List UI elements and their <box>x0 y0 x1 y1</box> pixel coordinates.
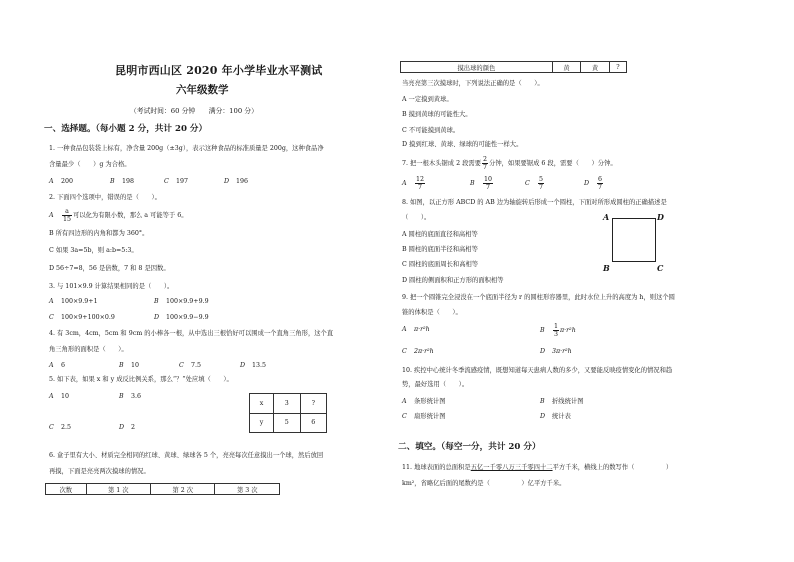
q5-cell: 6 <box>300 413 326 433</box>
q4-option-a: A 6 <box>49 362 66 369</box>
q7-option-d: D $\frac{6}{7}$ <box>584 176 603 191</box>
vertex-label-a: A <box>603 212 610 222</box>
q6-header-cell: 第 1 次 <box>86 484 150 495</box>
q9-line2: 锥的体积是（ ）。 <box>402 309 462 316</box>
exam-subtitle: 六年级数学 <box>176 84 229 96</box>
q10-option-c: C 扇形统计图 <box>402 413 446 420</box>
q7-option-b: B $\frac{10}{7}$ <box>470 176 493 191</box>
q6-header-cell: 第 3 次 <box>215 484 280 495</box>
q1-option-a: A 200 <box>49 178 74 185</box>
q8-option-d: D 圆柱的侧面积和正方形的面积相等 <box>402 277 504 284</box>
q9-line1: 9. 把一个圆锥完全浸没在一个底面半径为 r 的圆柱形容器里，此时水位上升的高度为 h，则这个圆 <box>402 294 675 301</box>
q6-row-cell: 黄 <box>581 62 610 73</box>
q9-option-c: C 2π·r²h <box>402 348 434 355</box>
q8-line2: （ ）。 <box>402 214 431 221</box>
q2-fraction: $\frac{a}{15}$ <box>63 208 72 223</box>
q8-option-b: B 圆柱的底面半径和高相等 <box>402 246 478 253</box>
q5-stem: 5. 如下表，如果 x 和 y 成反比例关系，那么“？”处应填（ ）。 <box>49 376 233 383</box>
square-abcd-figure <box>612 218 656 262</box>
q5-cell: y <box>250 413 274 433</box>
q4-line2: 角三角形的面积是（ ）。 <box>49 346 128 353</box>
q6-row-cell: 黄 <box>552 62 581 73</box>
q10-line1: 10. 疾控中心统计冬季流感疫情，既想知道每天患病人数的多少，又要能反映疫情变化的情况和趋 <box>402 367 673 374</box>
q1-option-b: B 198 <box>110 178 135 185</box>
q6-option-b: B 摸到黄球的可能性大。 <box>402 111 472 118</box>
q7-option-a: A $\frac{12}{7}$ <box>402 176 425 191</box>
q6-header-cell: 次数 <box>46 484 87 495</box>
q5-cell: x <box>250 394 274 414</box>
q7-fraction: $\frac{2}{7}$ <box>483 156 488 171</box>
q10-line2: 势，最好选用（ ）。 <box>402 381 469 388</box>
q3-option-b: B 100×9.9+9.9 <box>154 298 209 305</box>
q8-option-c: C 圆柱的底面周长和高相等 <box>402 261 479 268</box>
q6-line1: 6. 盒子里有大小、材质完全相同的红球、黄球、绿球各 5 个，亮亮每次任意摸出一个球，然后放回 <box>49 452 324 459</box>
q7-option-c: C $\frac{5}{7}$ <box>525 176 544 191</box>
q5-option-b: B 3.6 <box>119 393 142 400</box>
q10-option-b: B 折线统计图 <box>540 398 584 405</box>
q2-option-c: C 如果 3a=5b，则 a:b=5:3。 <box>49 247 138 254</box>
q5-cell: 5 <box>274 413 300 433</box>
q2-option-b: B 所有四边形的内角和都为 360°。 <box>49 230 149 237</box>
q6-line3: 当亮亮第三次摸球时，下列说法正确的是（ ）。 <box>402 80 544 87</box>
q2-stem: 2. 下面四个选项中，错误的是（ ）。 <box>49 194 161 201</box>
q1-option-c: C 197 <box>164 178 189 185</box>
q8-option-a: A 圆柱的底面直径和高相等 <box>402 231 478 238</box>
q3-option-d: D 100×9.9−9.9 <box>154 314 209 321</box>
q1-line1: 1. 一种食品包装袋上标有，净含量 200g（±3g），表示这种食品的标准质量是 200g，这种食品净 <box>49 145 324 152</box>
q3-option-c: C 100×9+100×0.9 <box>49 314 115 321</box>
q6-row-cell: 摸出球的颜色 <box>401 62 553 73</box>
q8-line1: 8. 如图，以正方形 ABCD 的 AB 边为轴旋转后形成一个圆柱，下面对所形成圆柱的正确描述是 <box>402 199 667 206</box>
q3-option-a: A 100×9.9+1 <box>49 298 98 305</box>
q5-cell: ? <box>300 394 326 414</box>
q1-line2: 含量最少（ ）g 为合格。 <box>49 161 131 168</box>
q6-header-cell: 第 2 次 <box>151 484 215 495</box>
q9-option-d: D 3π·r²h <box>540 348 572 355</box>
exam-info: （考试时间：60 分钟 满分：100 分） <box>130 107 258 115</box>
vertex-label-d: D <box>657 212 664 222</box>
q9-option-a: A π·r²h <box>402 326 430 333</box>
q11-line1: 11. 地球表面的总面积是五亿一千零八万三千零四十二平方千米，横线上的数写作（ ） <box>402 464 673 471</box>
q2-option-a: A $\frac{a}{15}$ 可以化为有限小数，那么 a 可能等于 6。 <box>49 208 188 223</box>
q6-option-c: C 不可能摸到黄球。 <box>402 127 460 134</box>
q5-cell: 3 <box>274 394 300 414</box>
q3-stem: 3. 与 101×9.9 计算结果相同的是（ ）。 <box>49 283 174 290</box>
q10-option-a: A 条形统计图 <box>402 398 446 405</box>
q6-table-header <box>45 483 280 495</box>
q5-option-a: A 10 <box>49 393 70 400</box>
q11-line2: km²，省略亿后面的尾数约是（ ）亿平方千米。 <box>402 480 566 487</box>
q5-option-d: D 2 <box>119 424 136 431</box>
q2-option-d: D 56÷7=8，56 是倍数，7 和 8 是因数。 <box>49 265 170 272</box>
section-choice-title: 一、选择题。（每小题 2 分，共计 20 分） <box>44 124 208 134</box>
vertex-label-b: B <box>603 263 610 273</box>
q4-option-c: C 7.5 <box>179 362 202 369</box>
q5-option-c: C 2.5 <box>49 424 72 431</box>
section-fill-title: 二、填空。（每空一分，共计 20 分） <box>398 442 541 452</box>
q6-line2: 再摸，下面是亮亮两次摸球的情况。 <box>49 468 150 475</box>
vertex-label-c: C <box>657 263 664 273</box>
q1-option-d: D 196 <box>224 178 249 185</box>
q4-option-b: B 10 <box>119 362 140 369</box>
exam-title: 昆明市西山区 2020 年小学毕业水平测试 <box>115 64 323 77</box>
q6-option-d: D 摸到红球、黄球、绿球的可能性一样大。 <box>402 141 523 148</box>
q9-option-b: B $\frac{1}{3}$ π·r²h <box>540 323 576 338</box>
q5-xy-table <box>249 393 327 433</box>
q6-table-row <box>400 61 627 73</box>
q7-stem: 7. 把一根木头锯成 2 段需要 $\frac{2}{7}$ 分钟，如果要锯成 6 段，需要（ ）分钟。 <box>402 156 617 171</box>
q4-option-d: D 13.5 <box>240 362 267 369</box>
q6-row-cell: ? <box>609 62 626 73</box>
q10-option-d: D 统计表 <box>540 413 571 420</box>
q6-option-a: A 一定摸到黄球。 <box>402 96 453 103</box>
q4-line1: 4. 有 3cm，4cm，5cm 和 9cm 的小棒各一根，从中选出三根恰好可以围成一个直角三角形，这个直 <box>49 330 334 337</box>
